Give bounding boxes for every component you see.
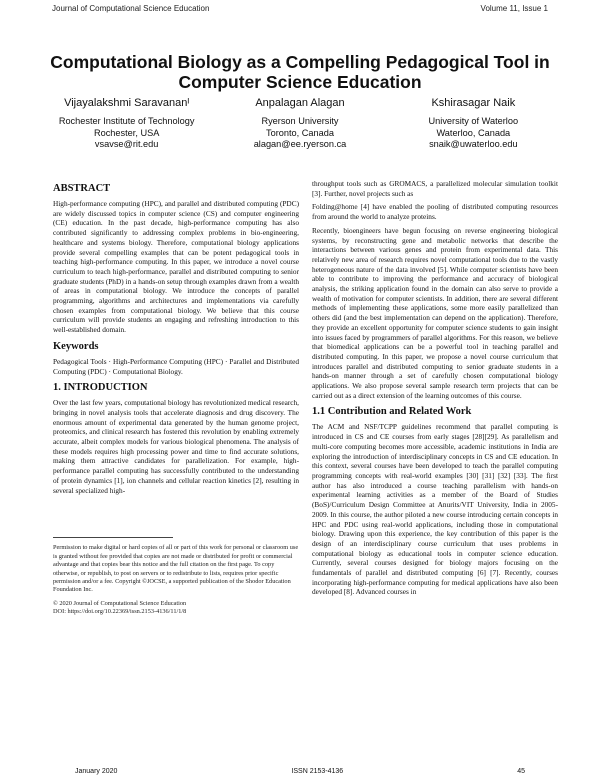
body-paragraph: throughput tools such as GROMACS, a parallelized molecular simulation toolkit [3]. Further, novel projects such as xyxy=(312,179,558,198)
introduction-heading: 1. INTRODUCTION xyxy=(53,382,148,394)
right-column xyxy=(312,179,558,601)
page-footer xyxy=(75,768,525,775)
running-head xyxy=(52,4,548,13)
page-number: 45 xyxy=(517,768,525,775)
permission-notice: Permission to make digital or hard copies of all or part of this work for personal or classroom use is granted without fee provided that copies are not made or distributed for profit or commercial advantage and that copies bear this notice and the full citation on the first page. To copy otherwise, or republish, to post on servers or to redistribute to lists, requires prior specific permission and/or a fee. Copyright ©JOCSE, a supported publication of the Shodor Education Foundation Inc. xyxy=(53,544,299,594)
footer-date: January 2020 xyxy=(75,768,118,775)
doi-line: DOI: https://doi.org/10.22369/issn.2153-4136/11/1/8 xyxy=(53,608,187,616)
author-location: Toronto, Canada xyxy=(266,127,334,138)
volume-issue: Volume 11, Issue 1 xyxy=(480,4,548,13)
author-email: snaik@uwaterloo.edu xyxy=(429,139,518,149)
author-2 xyxy=(213,97,386,151)
author-institution: Rochester Institute of Technology xyxy=(58,116,195,126)
introduction-text: Over the last few years, computational biology has revolutionized medical research, bringing in novel analysis tools that accelerate diagnosis and drug discovery. The enormous amount of experimental data generated by the human genome project, proteomics, and clinical research has fostered this revolution by enabling extremely accurate, albeit complex models for various biological phenomena. The analysis of these models requires high processing power and time to find accurate solutions, making them attractive candidates for parallelization. For example, high-performance parallel computing has successfully contributed to the understanding of protein dynamics [1], ion channels and cellular reaction kinetics [2], resulting in several specialized high- xyxy=(53,398,299,495)
body-paragraph: Recently, bioengineers have begun focusing on reverse engineering biological systems, by reconstructing gene and metabolic networks that describe the interactions between various genes and protein from experimental data. This relatively new area of research requires novel computational tools due to the vastly heterogeneous nature of the data involved [5]. While computer scientists have been able to contribute to improving the performance and accuracy of biological analysis, the striking application found in the domain can also serve to provide a wealth of motivation for computer scientists. In addition, there are several different methods of implementing these applications, some more easily parallelized than others did (and the best implementation can depend on the application). Therefore, they provide an excellent opportunity for computer science students to gain insight into issues faced by programmers of parallel algorithms. For this reason, we believe that biomedical applications can be a powerful tool in teaching parallel and distributed computing. In this paper, we propose a novel course curriculum that introduces parallel and distributed computing to senior graduate students in a hands-on manner through a set of carefully chosen computational biology applications. We also propose several sample research term projects that can be carried out as a direct extension of the learning outcomes of this course. xyxy=(312,225,558,400)
left-column xyxy=(53,183,299,622)
footer-issn: ISSN 2153-4136 xyxy=(291,768,344,775)
body-paragraph: Folding@home [4] have enabled the pooling of distributed computing resources from around the world to analyze proteins. xyxy=(312,202,558,222)
author-3 xyxy=(387,97,560,151)
author-email: vsavse@rit.edu xyxy=(94,139,159,149)
subsection-heading: 1.1 Contribution and Related Work xyxy=(312,406,472,418)
abstract-heading: ABSTRACT xyxy=(53,183,111,194)
author-name: Vijayalakshmi Saravananᴵ xyxy=(64,97,190,109)
paper-title: Computational Biology as a Compelling Pedagogical Tool in Computer Science Education xyxy=(50,52,550,92)
journal-name: Journal of Computational Science Education xyxy=(52,4,210,13)
author-email: alagan@ee.ryerson.ca xyxy=(253,139,347,149)
author-name: Kshirasagar Naik xyxy=(431,97,516,109)
footnote-divider xyxy=(53,537,173,538)
author-institution: University of Waterloo xyxy=(428,116,519,126)
abstract-text: High-performance computing (HPC), and parallel and distributed computing (PDC) are widely discussed topics in computer science (CS) and computer engineering (CE) education. In the past decade, high-performance computing has also contributed significantly to addressing complex problems in bio-engineering, healthcare and systems biology. Therefore, computational biology applications provide several compelling examples that can be potent pedagogical tools in teaching high-performance computing. In this paper, we introduce a novel course curriculum to teach high-performance, parallel and distributed computing to senior graduate students (PhD) in a hands-on setup through examples drawn from a wealth of areas in computational biology. We introduce the concepts of parallel programming, algorithms and architectures and implementations via carefully chosen examples from computational biology. We believe that this course curriculum will provide students an engaging and refreshing introduction to this well-established domain. xyxy=(53,199,299,335)
copyright-line: © 2020 Journal of Computational Science Education xyxy=(53,599,187,607)
body-paragraph: The ACM and NSF/TCPP guidelines recommend that parallel computing is introduced in CS and CE courses from early stages [28][29]. As parallelism and multi-core computing becomes more accessible, academic institutions in India are exploring the introduction of interdisciplinary concepts in CS and CE education. In this context, several courses have been developed to teach the parallel computing programming concepts with real-world examples [30] [31] [32] [33]. The first author has also introduced a course teaching parallelism with hands-on experimental learning activities as a member of the Board of Studies (BoS)/Curriculum Design Committee at Anurits/VIT University, India in 2005-2009. In this course, the author piloted a new course introducing certain concepts in HPC and PDC using real-world applications, including those in computational biology. Drawing upon this experience, the key contribution of this paper is the design of an interdisciplinary course curriculum that uses problems in computational biology as educational tools in computer science education. Currently, several courses designed for biology majors focusing on the fundamentals of parallel and distributed computing [6] [7]. Recently, courses incorporating high-performance computing for medical applications have also been developed [8]. Advanced courses in xyxy=(312,422,558,597)
keywords-text: Pedagogical Tools · High-Performance Computing (HPC) · Parallel and Distributed Computing (PDC) · Computational Biology. xyxy=(53,356,299,376)
author-location: Rochester, USA xyxy=(93,127,160,138)
keywords-heading: Keywords xyxy=(53,340,99,352)
author-block xyxy=(40,97,560,151)
author-location: Waterloo, Canada xyxy=(436,127,511,138)
author-name: Anpalagan Alagan xyxy=(255,97,345,109)
author-1 xyxy=(40,97,213,151)
author-institution: Ryerson University xyxy=(261,116,339,126)
